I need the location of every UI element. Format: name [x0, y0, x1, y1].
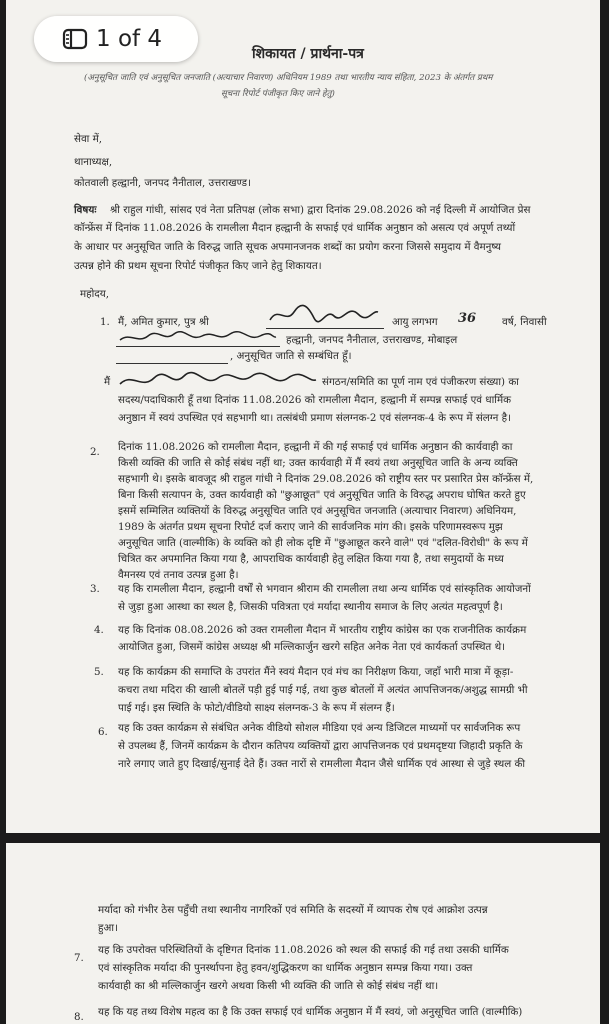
para-text: यह कि रामलीला मैदान, हल्द्वानी वर्षों से भगवान श्रीराम की रामलीला तथा अन्य धार्मिक एवं सांस्कृतिक आयोजनों: [118, 583, 531, 595]
address-line: सेवा में,: [74, 133, 103, 145]
para-text: संगठन/समिति का पूर्ण नाम एवं पंजीकरण संख्या) का: [322, 376, 519, 388]
handwritten-name: [268, 302, 380, 326]
subject-line: के आधार पर अनुसूचित जाति के विरुद्ध जाति सूचक अपमानजनक शब्दों का प्रयोग करना जिससे समुदाय में वैमनुष्य: [74, 241, 502, 253]
para-text: यह कि यह तथ्य विशेष महत्व का है कि उक्त सफाई एवं धार्मिक अनुष्ठान में मैं स्वयं, जो अनुसूचित जाति (वाल्मीकि): [98, 1006, 523, 1018]
salutation: महोदय,: [80, 288, 110, 300]
pages-icon: [62, 28, 88, 50]
para-text: सदस्य/पदाधिकारी हूँ तथा दिनांक 11.08.2026 को रामलीला मैदान, हल्द्वानी में सम्पन्न सफाई एवं धार्मिक: [118, 394, 512, 406]
para-text: यह कि उपरोक्त परिस्थितियों के दृष्टिगत दिनांक 11.08.2026 को स्थल की सफाई की गई तथा उसकी धार्मिक: [98, 944, 509, 956]
para-number: 1.: [100, 316, 110, 328]
blank-line: [266, 327, 384, 329]
subject-line: उत्पन्न होने की प्रथम सूचना रिपोर्ट पंजीकृत किए जाने हेतु शिकायत।: [74, 260, 322, 272]
document-title: शिकायत / प्रार्थना-पत्र: [252, 46, 364, 62]
para-text: मैं: [104, 376, 111, 388]
para-text: अनुसूचित जाति (वाल्मीकि) के व्यक्ति को ही लोक दृष्टि में "छुआछूत करने वाले" एवं "दलित-विरोधी" के रूप में: [118, 537, 528, 549]
para-number: 3.: [90, 583, 100, 595]
page-indicator[interactable]: [34, 16, 198, 62]
para-text: सहभागी थे। इसके बावजूद श्री राहुल गांधी ने दिनांक 29.08.2026 को राष्ट्रीय स्तर पर प्रसारित प्रेस कॉन्फ्रेंस में,: [118, 473, 534, 485]
para-text: हल्द्वानी, जनपद नैनीताल, उत्तराखण्ड, मोबाइल: [286, 334, 458, 346]
para-text: वर्ष, निवासी: [502, 316, 547, 328]
para-text: आयोजित हुआ, जिसमें कांग्रेस अध्यक्ष श्री मल्लिकार्जुन खरगे सहित अनेक नेता एवं कार्यकर्ता उपस्थित थे।: [118, 641, 506, 653]
document-subtitle: (अनुसूचित जाति एवं अनुसूचित जनजाति (अत्याचार निवारण) अधिनियम 1989 तथा भारतीय न्याय संहिता, 2023 के अंतर्गत प्रथम: [84, 73, 493, 83]
para-text: मर्यादा को गंभीर ठेस पहुँची तथा स्थानीय नागरिकों एवं समिति के सदस्यों में व्यापक रोष एवं आक्रोश उत्पन्न: [98, 904, 488, 916]
para-text: दिनांक 11.08.2026 को रामलीला मैदान, हल्द्वानी में की गई सफाई एवं धार्मिक अनुष्ठान की कार्यवाही का: [118, 441, 513, 453]
para-text: 1989 के अंतर्गत प्रथम सूचना रिपोर्ट दर्ज कराए जाने की सार्वजनिक मांग की। इसके परिणामस्वरूप मुझ: [118, 521, 503, 533]
subject-line: श्री राहुल गांधी, सांसद एवं नेता प्रतिपक्ष (लोक सभा) द्वारा दिनांक 29.08.2026 को नई दिल्ली में आयोजित प्रेस: [110, 204, 531, 216]
blank-line: [116, 362, 228, 364]
para-text: यह कि कार्यक्रम की समाप्ति के उपरांत मैंने स्वयं मैदान एवं मंच का निरीक्षण किया, जहाँ भारी मात्रा में कूड़ा-: [118, 666, 514, 678]
para-text: आयु लगभग: [392, 316, 438, 328]
para-number: 5.: [94, 666, 104, 678]
para-text: यह कि दिनांक 08.08.2026 को उक्त रामलीला मैदान में भारतीय राष्ट्रीय कांग्रेस का एक राजनीतिक कार्यक्रम: [118, 624, 527, 636]
handwritten-organization: [118, 370, 318, 392]
para-text: नारे लगाए जाते हुए दिखाई/सुनाई देते हैं। उक्त नारों से रामलीला मैदान जैसे धार्मिक एवं आस्था से जुड़े स्थल की: [118, 758, 526, 770]
para-text: से जुड़ा हुआ आस्था का स्थल है, जिसकी पवित्रता एवं मर्यादा स्थानीय समाज के लिए अत्यंत महत्वपूर्ण है।: [118, 601, 503, 613]
para-text: चित्रित कर अपमानित किया गया है, आपराधिक कार्यवाही हेतु लक्षित किया गया है, तथा समुदायों के मध्य: [118, 553, 504, 565]
para-text: पाई गई। इस स्थिति के फोटो/वीडियो साक्ष्य संलग्नक-3 के रूप में संलग्न हैं।: [118, 702, 395, 714]
document-subtitle-2: सूचना रिपोर्ट पंजीकृत किए जाने हेतु): [221, 89, 335, 99]
para-number: 6.: [98, 726, 108, 738]
para-text: वैमनस्य एवं तनाव उत्पन्न हुआ है।: [118, 569, 239, 581]
para-text: अनुष्ठान में स्वयं उपस्थित एवं सहभागी था। तत्संबंधी प्रमाण संलग्नक-2 एवं संलग्नक-4 के रूप में संलग्न है।: [118, 412, 512, 424]
para-text: मैं, अमित कुमार, पुत्र श्री: [118, 316, 209, 328]
subject-line: कॉन्फ्रेंस में दिनांक 11.08.2026 के रामलीला मैदान हल्द्वानी के सफाई एवं धार्मिक अनुष्ठान को असत्य एवं अपूर्ण तथ्यों: [74, 222, 516, 234]
para-text: हुआ।: [98, 922, 118, 934]
para-text: कचरा तथा मदिरा की खाली बोतलें पड़ी हुई पाई गई, तथा कुछ बोतलों में अत्यंत आपत्तिजनक/अशुद्ध सामग्री भी: [118, 684, 528, 696]
para-text: यह कि उक्त कार्यक्रम से संबंधित अनेक वीडियो सोशल मीडिया एवं अन्य डिजिटल माध्यमों पर सार्वजनिक रूप: [118, 722, 521, 734]
para-number: 2.: [90, 446, 100, 458]
para-text: कार्यवाही का श्री मल्लिकार्जुन खरगे अथवा किसी भी व्यक्ति की जाति से कोई संबंध नहीं था।: [98, 980, 439, 992]
address-line: कोतवाली हल्द्वानी, जनपद नैनीताल, उत्तराखण्ड।: [74, 177, 251, 189]
address-line: थानाध्यक्ष,: [74, 156, 113, 168]
handwritten-age: 36: [458, 311, 477, 326]
document-page-2: [6, 843, 600, 1024]
para-text: से उपलब्ध हैं, जिनमें कार्यक्रम के दौरान कतिपय व्यक्तियों द्वारा आपत्तिजनक एवं प्रथमदृष्टया जिहादी प्रकृति के: [118, 740, 523, 752]
para-text: , अनुसूचित जाति से सम्बंधित हूँ।: [230, 350, 352, 362]
para-number: 4.: [94, 624, 104, 636]
para-text: एवं सांस्कृतिक मर्यादा की पुनर्स्थापना हेतु हवन/शुद्धिकरण का धार्मिक अनुष्ठान सम्पन्न किया गया। उक्त: [98, 962, 473, 974]
subject-label: विषयः: [74, 204, 97, 216]
para-text: बिना किसी सत्यापन के, उक्त कार्यवाही को "छुआछूत" एवं अनुसूचित जाति के विरुद्ध अपराध घोषित करते हुए: [118, 489, 526, 501]
document-page-1: [6, 0, 600, 833]
blank-line: [116, 345, 280, 347]
para-text: इसमें सम्मिलित व्यक्तियों के विरुद्ध अनुसूचित जाति एवं अनुसूचित जनजाति (अत्याचार निवारण) अधिनियम,: [118, 505, 517, 517]
para-number: 7.: [74, 952, 84, 964]
para-number: 8.: [74, 1011, 84, 1023]
para-text: किसी व्यक्ति की जाति से कोई संबंध नहीं था; उक्त कार्यवाही में मैं स्वयं तथा अनुसूचित जाति के अन्य व्यक्ति: [118, 457, 518, 469]
page-indicator-text: 1 of 4: [96, 26, 163, 52]
